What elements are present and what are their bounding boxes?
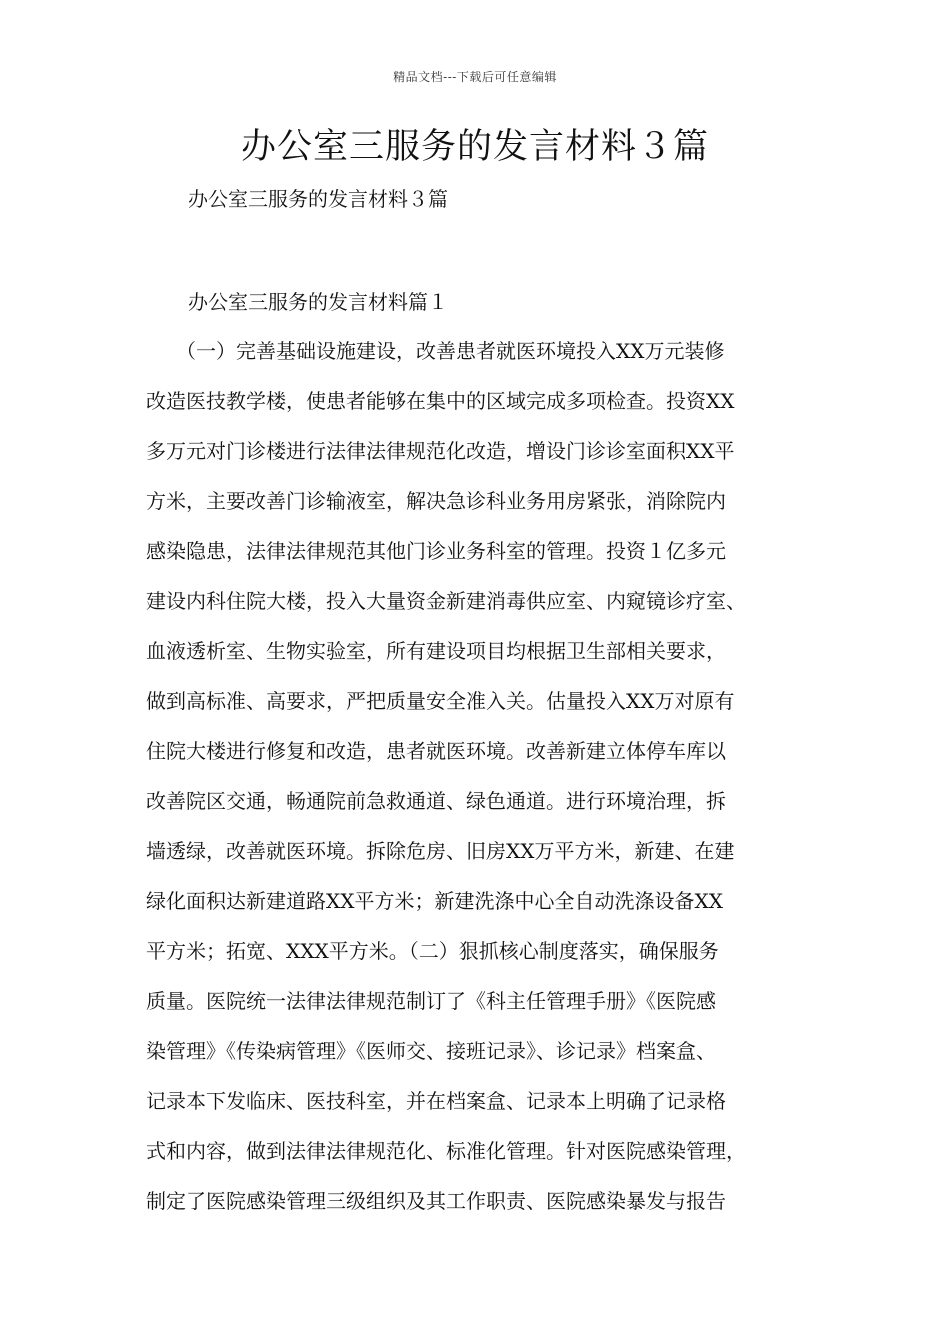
header-note: 精品文档---下载后可任意编辑 bbox=[393, 70, 557, 84]
body-line: 住院大楼进行修复和改造，患者就医环境。改善新建立体停车库以 bbox=[146, 739, 726, 763]
body-line: 感染隐患，法律法律规范其他门诊业务科室的管理。投资１亿多元 bbox=[146, 539, 726, 563]
body-line: 墙透绿，改善就医环境。拆除危房、旧房XX万平方米，新建、在建 bbox=[146, 839, 735, 863]
body-line: 改善院区交通，畅通院前急救通道、绿色通道。进行环境治理，拆 bbox=[146, 789, 726, 813]
body-line: 平方米；拓宽、XXX平方米。（二）狠抓核心制度落实，确保服务 bbox=[146, 939, 719, 963]
body-line: （一）完善基础设施建设，改善患者就医环境投入XX万元装修 bbox=[176, 339, 725, 363]
body-line: 多万元对门诊楼进行法律法律规范化改造，增设门诊诊室面积XX平 bbox=[146, 439, 735, 463]
body-line: 染管理》《传染病管理》《医师交、接班记录》、诊记录》档案盒、 bbox=[146, 1039, 716, 1063]
body-line: 记录本下发临床、医技科室，并在档案盒、记录本上明确了记录格 bbox=[146, 1089, 726, 1113]
body-line: 建设内科住院大楼，投入大量资金新建消毒供应室、内窥镜诊疗室、 bbox=[146, 589, 746, 613]
body-line: 质量。医院统一法律法律规范制订了《科主任管理手册》《医院感 bbox=[146, 989, 716, 1013]
document-title: 办公室三服务的发言材料３篇 bbox=[240, 127, 709, 167]
document-subtitle: 办公室三服务的发言材料３篇 bbox=[188, 187, 448, 211]
body-line: 方米，主要改善门诊输液室，解决急诊科业务用房紧张，消除院内 bbox=[146, 489, 726, 513]
body-line: 制定了医院感染管理三级组织及其工作职责、医院感染暴发与报告 bbox=[146, 1189, 726, 1213]
body-line: 绿化面积达新建道路XX平方米；新建洗涤中心全自动洗涤设备XX bbox=[146, 889, 723, 913]
body-line: 式和内容，做到法律法律规范化、标准化管理。针对医院感染管理， bbox=[146, 1139, 746, 1163]
body-line: 血液透析室、生物实验室，所有建设项目均根据卫生部相关要求， bbox=[146, 639, 726, 663]
section-title: 办公室三服务的发言材料篇１ bbox=[188, 290, 448, 314]
body-line: 改造医技教学楼，使患者能够在集中的区域完成多项检查。投资XX bbox=[146, 389, 735, 413]
body-line: 做到高标准、高要求，严把质量安全准入关。估量投入XX万对原有 bbox=[146, 689, 735, 713]
